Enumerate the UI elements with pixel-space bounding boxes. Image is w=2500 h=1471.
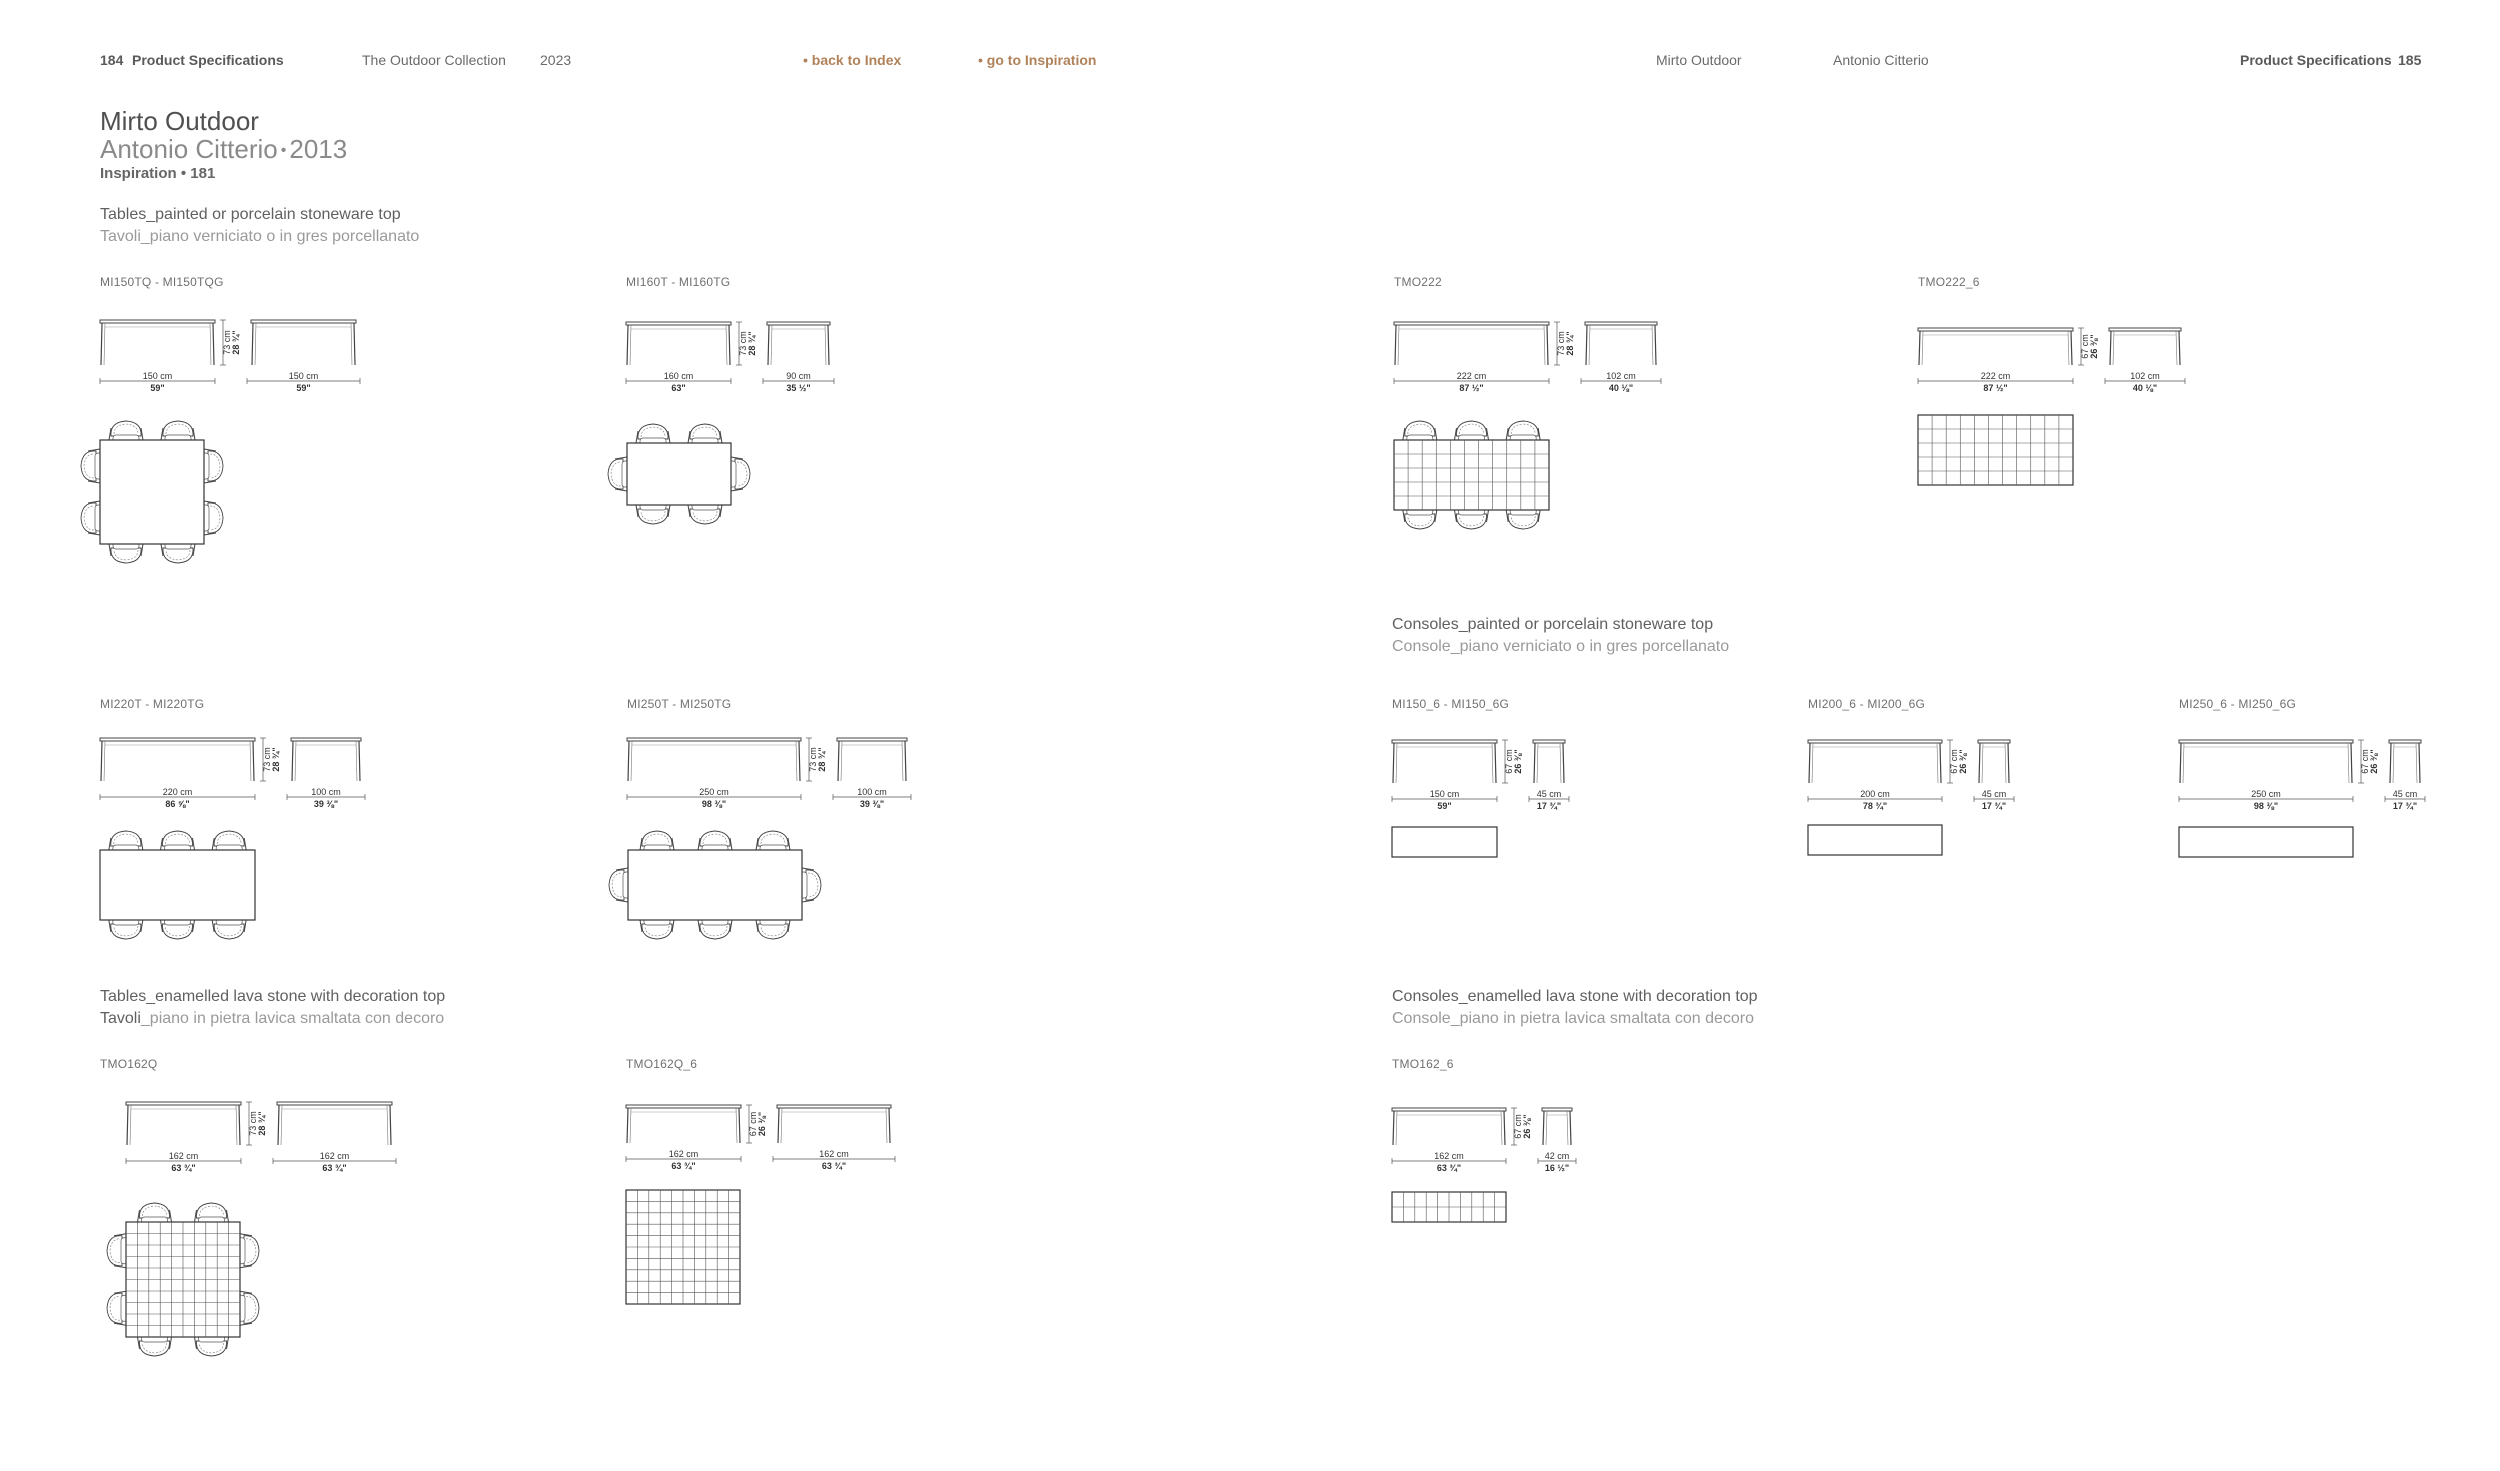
product-code-p11: TMO162Q_6 <box>626 1057 698 1071</box>
table-top-plan <box>1392 827 1497 857</box>
p4-height-cm: 67 cm <box>2080 334 2090 359</box>
p12-depth-cm: 42 cm <box>1544 1151 1570 1161</box>
drawing-p11 <box>626 1105 895 1304</box>
p2-height-in: 28 ¾" <box>747 331 757 356</box>
p9-length-in: 98 ⅜" <box>2253 801 2279 811</box>
designer-name: Antonio Citterio <box>100 134 278 164</box>
p11-length-in: 63 ¾" <box>671 1161 696 1171</box>
p8-length-cm: 200 cm <box>1860 789 1890 799</box>
drawing-p10 <box>107 1102 396 1356</box>
p10-depth-cm: 162 cm <box>319 1151 350 1161</box>
p10-height-cm: 73 cm <box>248 1111 258 1136</box>
product-code-p5: MI220T - MI220TG <box>100 697 205 711</box>
p3-length-in: 87 ½" <box>1459 383 1484 393</box>
p12-length-in: 63 ¾" <box>1436 1163 1462 1173</box>
p6-length-cm: 250 cm <box>699 787 729 797</box>
table-top-plan <box>100 850 255 920</box>
product-code-p3: TMO222 <box>1394 275 1442 289</box>
left-page-title: Product Specifications <box>132 52 284 68</box>
collection-year: 2023 <box>540 52 572 68</box>
p12-length-cm: 162 cm <box>1434 1151 1464 1161</box>
p5-height-cm: 73 cm <box>262 747 272 772</box>
tables-lava-it-rest: _piano in pietra lavica smaltata con decoro <box>140 1010 445 1027</box>
drawing-p7 <box>1392 740 1569 857</box>
table-top-plan <box>1394 440 1549 510</box>
drawing-p8 <box>1808 740 2014 855</box>
drawing-p5 <box>100 738 365 939</box>
drawing-p9 <box>2179 740 2425 857</box>
drawing-p4 <box>1918 328 2185 485</box>
p3-height-in: 28 ¾" <box>1565 331 1575 356</box>
p1-depth-cm: 150 cm <box>288 371 319 381</box>
p5-length-cm: 220 cm <box>162 787 193 797</box>
section-tables-painted-it: Tavoli_piano verniciato o in gres porcellanato <box>100 228 420 245</box>
p11-depth-in: 63 ¾" <box>821 1161 847 1171</box>
p2-depth-cm: 90 cm <box>786 371 811 381</box>
p1-length-cm: 150 cm <box>142 371 173 381</box>
section-consoles-painted-en: Consoles_painted or porcelain stoneware top <box>1392 616 1714 633</box>
p11-depth-cm: 162 cm <box>819 1149 849 1159</box>
product-title: Mirto Outdoor <box>100 106 259 136</box>
title-dot: • <box>280 142 287 160</box>
p4-height-in: 26 ⅜" <box>2089 334 2099 359</box>
p8-depth-in: 17 ¾" <box>1981 801 2007 811</box>
p3-depth-in: 40 ⅛" <box>1608 383 1634 393</box>
table-top-plan <box>100 440 204 544</box>
right-page-number: 185 <box>2398 52 2422 68</box>
p1-depth-in: 59" <box>296 383 311 393</box>
p5-depth-cm: 100 cm <box>311 787 341 797</box>
section-consoles-lava-en: Consoles_enamelled lava stone with decoration top <box>1392 988 1758 1005</box>
p8-length-in: 78 ¾" <box>1862 801 1888 811</box>
p6-depth-in: 39 ⅜" <box>859 799 885 809</box>
p7-height-cm: 67 cm <box>1504 749 1514 774</box>
p4-length-cm: 222 cm <box>1980 371 2011 381</box>
section-tables-lava-en: Tables_enamelled lava stone with decoration top <box>100 988 446 1005</box>
left-page-number: 184 <box>100 52 124 68</box>
go-to-inspiration-link[interactable]: • go to Inspiration <box>978 52 1097 68</box>
product-code-p7: MI150_6 - MI150_6G <box>1392 697 1509 711</box>
p8-height-cm: 67 cm <box>1949 749 1959 774</box>
table-top-plan <box>627 443 731 505</box>
tables-lava-it-bold: Tavoli <box>100 1010 141 1027</box>
product-code-p10: TMO162Q <box>100 1057 158 1071</box>
p7-depth-in: 17 ¾" <box>1536 801 1562 811</box>
p11-length-cm: 162 cm <box>668 1149 699 1159</box>
p1-height-cm: 73 cm <box>222 330 232 355</box>
p2-height-cm: 73 cm <box>738 331 748 356</box>
drawing-p3 <box>1394 322 1661 529</box>
p3-depth-cm: 102 cm <box>1606 371 1636 381</box>
p8-depth-cm: 45 cm <box>1981 789 2007 799</box>
p9-length-cm: 250 cm <box>2251 789 2281 799</box>
design-year: 2013 <box>289 134 348 164</box>
drawing-p1 <box>81 320 360 563</box>
p10-height-in: 28 ¾" <box>257 1111 267 1136</box>
table-top-plan <box>1918 415 2073 485</box>
inspiration-reference: Inspiration • 181 <box>100 165 216 182</box>
p12-depth-in: 16 ½" <box>1544 1163 1570 1173</box>
p7-height-in: 26 ⅜" <box>1513 749 1523 774</box>
p3-height-cm: 73 cm <box>1556 331 1566 356</box>
product-code-p4: TMO222_6 <box>1918 275 1980 289</box>
p9-height-in: 26 ⅜" <box>2369 749 2379 774</box>
drawing-p2 <box>608 322 834 524</box>
p12-height-in: 26 ⅜" <box>1522 1114 1532 1139</box>
p10-length-cm: 162 cm <box>168 1151 199 1161</box>
table-top-plan <box>1808 825 1942 855</box>
drawing-p6 <box>609 738 911 939</box>
product-code-p1: MI150TQ - MI150TQG <box>100 275 224 289</box>
collection-name: The Outdoor Collection <box>362 52 506 68</box>
p10-depth-in: 63 ¾" <box>322 1163 347 1173</box>
section-tables-painted-en: Tables_painted or porcelain stoneware top <box>100 206 401 223</box>
p6-length-in: 98 ⅜" <box>701 799 727 809</box>
p2-length-cm: 160 cm <box>663 371 694 381</box>
p11-height-in: 26 ⅜" <box>757 1111 767 1137</box>
p1-length-in: 59" <box>150 383 165 393</box>
table-top-plan <box>628 850 802 920</box>
drawing-p12 <box>1392 1108 1576 1222</box>
p4-depth-cm: 102 cm <box>2130 371 2160 381</box>
p4-length-in: 87 ½" <box>1983 383 2008 393</box>
product-code-p12: TMO162_6 <box>1392 1057 1454 1071</box>
p9-depth-in: 17 ¾" <box>2392 801 2418 811</box>
p12-height-cm: 67 cm <box>1513 1114 1523 1139</box>
p2-depth-in: 35 ½" <box>786 383 811 393</box>
p1-height-in: 28 ¾" <box>231 330 241 355</box>
section-consoles-lava-it: Console_piano in pietra lavica smaltata con decoro <box>1392 1010 1754 1027</box>
product-code-p8: MI200_6 - MI200_6G <box>1808 697 1925 711</box>
p9-depth-cm: 45 cm <box>2392 789 2418 799</box>
p8-height-in: 26 ⅜" <box>1958 749 1968 774</box>
back-to-index-link[interactable]: • back to Index <box>803 52 902 68</box>
p7-length-in: 59" <box>1437 801 1452 811</box>
p5-length-in: 86 ⅝" <box>165 799 190 809</box>
p2-length-in: 63" <box>671 383 686 393</box>
p6-height-in: 28 ¾" <box>817 747 827 772</box>
header-designer: Antonio Citterio <box>1833 52 1929 68</box>
product-code-p6: MI250T - MI250TG <box>627 697 732 711</box>
product-code-p9: MI250_6 - MI250_6G <box>2179 697 2296 711</box>
p10-length-in: 63 ¾" <box>171 1163 196 1173</box>
p5-depth-in: 39 ⅜" <box>313 799 339 809</box>
p4-depth-in: 40 ⅛" <box>2132 383 2158 393</box>
p5-height-in: 28 ¾" <box>271 747 281 772</box>
p7-length-cm: 150 cm <box>1429 789 1460 799</box>
p9-height-cm: 67 cm <box>2360 749 2370 774</box>
p3-length-cm: 222 cm <box>1456 371 1487 381</box>
product-code-p2: MI160T - MI160TG <box>626 275 731 289</box>
p6-depth-cm: 100 cm <box>857 787 887 797</box>
table-top-plan <box>2179 827 2353 857</box>
header-product-name: Mirto Outdoor <box>1656 52 1742 68</box>
p7-depth-cm: 45 cm <box>1536 789 1562 799</box>
p11-height-cm: 67 cm <box>748 1111 758 1137</box>
right-page-title: Product Specifications <box>2240 52 2392 68</box>
section-consoles-painted-it: Console_piano verniciato o in gres porcellanato <box>1392 638 1730 655</box>
p6-height-cm: 73 cm <box>808 747 818 772</box>
